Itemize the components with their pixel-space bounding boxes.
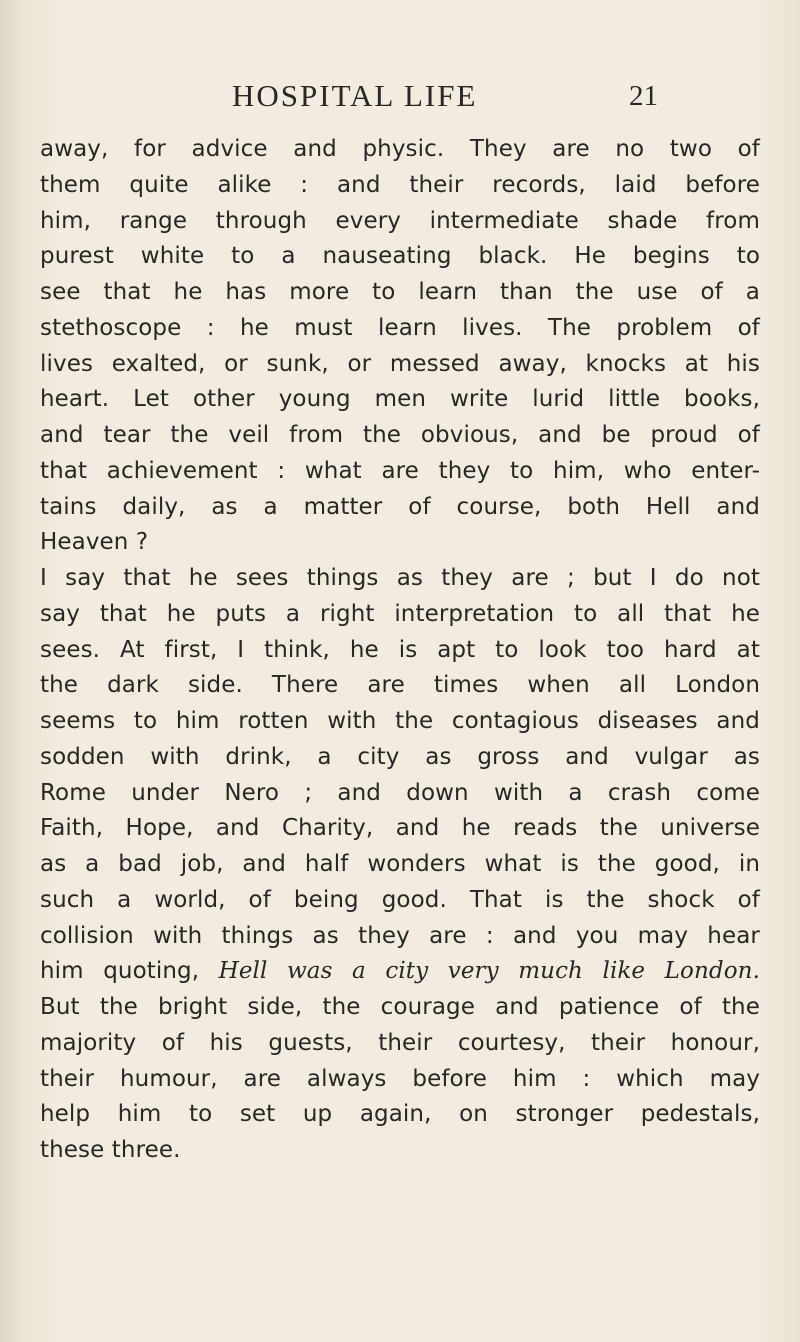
text-line: purest white to a nauseating black. He begins to — [40, 243, 760, 270]
text-fragment: him quoting, — [40, 958, 200, 985]
text-line: these three. — [40, 1137, 181, 1163]
page-number: 21 — [629, 80, 658, 112]
text-line: him, range through every intermediate shade from — [40, 207, 760, 234]
text-line: their humour, are always before him : which may — [40, 1065, 760, 1092]
text-line: sodden with drink, a city as gross and vulgar as — [40, 743, 760, 770]
text-line: Rome under Nero ; and down with a crash come — [40, 779, 760, 806]
text-line: stethoscope : he must learn lives. The problem of — [40, 314, 760, 341]
text-line: sees. At first, I think, he is apt to look too hard at — [40, 636, 760, 663]
text-line: and tear the veil from the obvious, and be proud of — [40, 422, 760, 448]
running-title: HOSPITAL LIFE — [232, 78, 478, 113]
text-line: help him to set up again, on stronger pedestals, — [40, 1101, 760, 1128]
text-line: the dark side. There are times when all London — [40, 672, 760, 699]
text-line: But the bright side, the courage and patience of the — [40, 994, 760, 1020]
text-line: such a world, of being good. That is the shock of — [40, 886, 760, 913]
text-line: lives exalted, or sunk, or messed away, knocks at his — [40, 350, 760, 377]
text-line: as a bad job, and half wonders what is the good, in — [40, 851, 760, 877]
text-line: say that he puts a right interpretation to all that he — [40, 600, 760, 627]
italic-quotation: Hell was a city very much like London. — [218, 958, 760, 985]
text-line: collision with things as they are : and you may hear — [40, 922, 760, 949]
text-line: that achievement : what are they to him, who enter- — [40, 457, 760, 484]
text-line: tains daily, as a matter of course, both Hell and — [40, 493, 760, 520]
body-text — [40, 132, 760, 1169]
running-head — [0, 78, 800, 118]
text-line: Faith, Hope, and Charity, and he reads the universe — [40, 815, 760, 842]
text-line: I say that he sees things as they are ; but I do not — [40, 565, 760, 591]
text-line-with-quote — [40, 954, 760, 990]
text-line: away, for advice and physic. They are no two of — [40, 136, 760, 162]
text-line: see that he has more to learn than the use of a — [40, 279, 760, 305]
text-line: Heaven ? — [40, 529, 149, 556]
text-line: heart. Let other young men write lurid little books, — [40, 386, 760, 413]
text-line: majority of his guests, their courtesy, their honour, — [40, 1029, 760, 1056]
text-line: them quite alike : and their records, laid before — [40, 171, 760, 198]
text-line: seems to him rotten with the contagious diseases and — [40, 708, 760, 734]
